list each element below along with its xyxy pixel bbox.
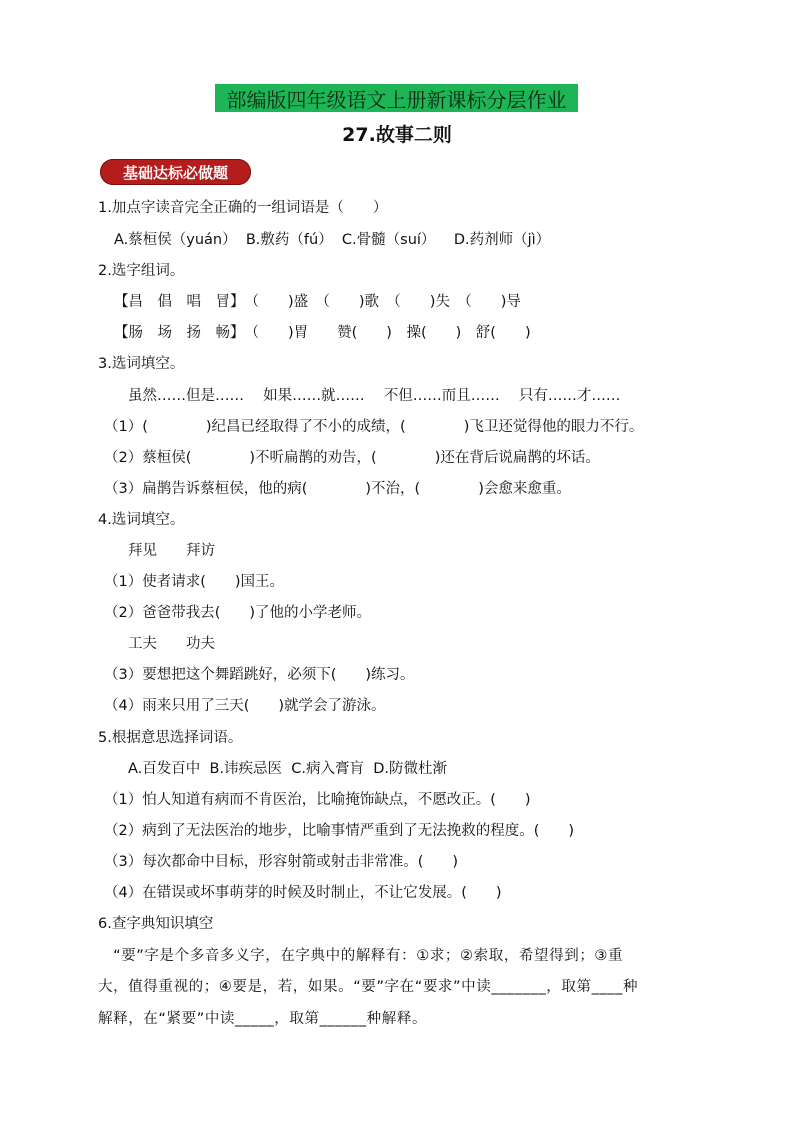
question-3-stem: 3.选词填空。 — [98, 356, 185, 372]
question-3-choices: 虽然……但是…… 如果……就…… 不但……而且…… 只有……才…… — [128, 388, 621, 404]
question-6-paragraph-line: 解释，在“紧要”中读_____，取第______种解释。 — [98, 1011, 428, 1027]
question-2-row-2: 【肠 场 扬 畅】 （ )胃 赞( ) 操( ) 舒( ) — [114, 325, 531, 341]
question-4-item: （1）使者请求( )国王。 — [104, 574, 285, 590]
question-1-stem: 1.加点字读音完全正确的一组词语是（ ） — [98, 200, 388, 216]
question-4-item: （3）要想把这个舞蹈跳好，必须下( )练习。 — [104, 667, 415, 683]
question-6-paragraph-line: 大，值得重视的；④要是，若，如果。“要”字在“要求”中读_______，取第____种 — [98, 979, 639, 995]
section-badge: 基础达标必做题 — [100, 159, 251, 185]
question-2-row-1: 【昌 倡 唱 冒】 （ )盛 （ )歌 （ )失 （ )导 — [114, 294, 521, 310]
series-banner: 部编版四年级语文上册新课标分层作业 — [215, 84, 578, 112]
lesson-title: 27.故事二则 — [342, 124, 452, 146]
question-3-item: （3）扁鹊告诉蔡桓侯，他的病( )不治，( )会愈来愈重。 — [104, 481, 571, 497]
question-4-item: （2）爸爸带我去( )了他的小学老师。 — [104, 605, 372, 621]
question-5-options: A.百发百中 B.讳疾忌医 C.病入膏肓 D.防微杜渐 — [128, 761, 447, 777]
question-5-stem: 5.根据意思选择词语。 — [98, 730, 243, 746]
question-5-item: （4）在错误或坏事萌芽的时候及时制止，不让它发展。( ) — [104, 885, 502, 901]
question-3-item: （1）( )纪昌已经取得了不小的成绩，( )飞卫还觉得他的眼力不行。 — [104, 419, 644, 435]
question-1-options: A.蔡桓侯（yuán） B.敷药（fú） C.骨髓（suí） D.药剂师（jì） — [114, 232, 551, 248]
question-6-stem: 6.查字典知识填空 — [98, 916, 214, 932]
question-5-item: （2）病到了无法医治的地步，比喻事情严重到了无法挽救的程度。( ) — [104, 823, 575, 839]
question-4-word-group-1: 拜见 拜访 — [128, 543, 215, 559]
question-4-word-group-2: 工夫 功夫 — [128, 636, 215, 652]
question-6-paragraph-line: “要”字是个多音多义字，在字典中的解释有：①求；②索取，希望得到；③重 — [98, 948, 624, 964]
question-5-item: （1）怕人知道有病而不肯医治，比喻掩饰缺点，不愿改正。( ) — [104, 792, 531, 808]
question-5-item: （3）每次都命中目标，形容射箭或射击非常准。( ) — [104, 854, 459, 870]
question-4-item: （4）雨来只用了三天( )就学会了游泳。 — [104, 698, 386, 714]
question-3-item: （2）蔡桓侯( )不听扁鹊的劝告，( )还在背后说扁鹊的坏话。 — [104, 450, 600, 466]
question-4-stem: 4.选词填空。 — [98, 512, 185, 528]
question-2-stem: 2.选字组词。 — [98, 263, 185, 279]
